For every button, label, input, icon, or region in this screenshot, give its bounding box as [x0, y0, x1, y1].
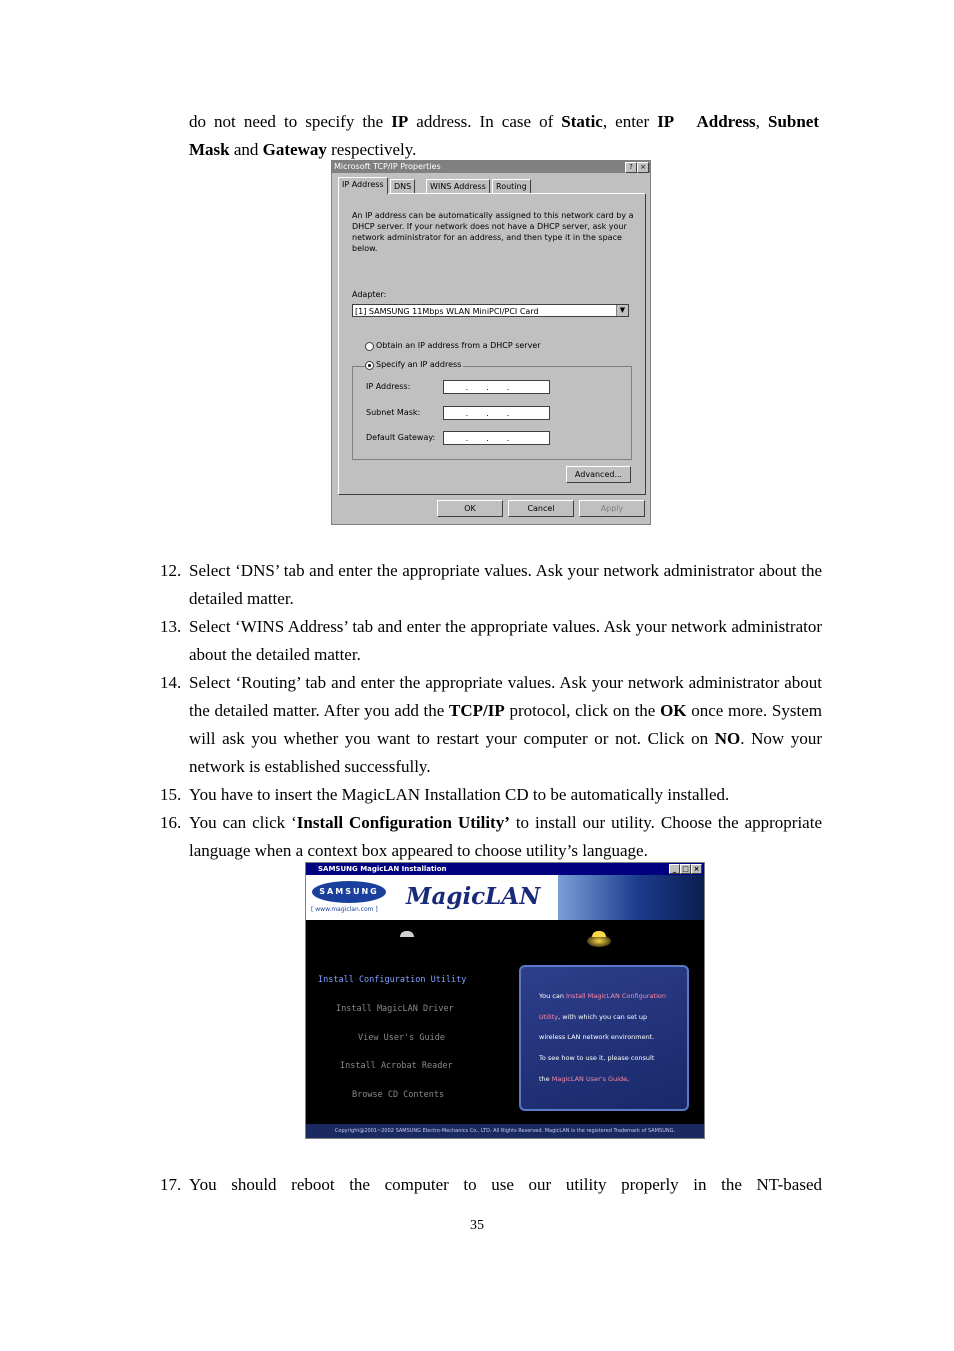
subnet-mask-field[interactable]: ...	[443, 406, 550, 420]
minimize-icon[interactable]: _	[669, 864, 680, 874]
list-item: 14. Select ‘Routing’ tab and enter the appropriate values. Ask your network administrator about the detailed matter. After you add the TCP/IP protocol, click on the OK once more. System will ask you whether you want to restart your computer or not. Click on NO. Now your network is established successfully.	[160, 673, 822, 776]
page-number: 35	[470, 1218, 484, 1233]
radio-dhcp[interactable]	[365, 342, 374, 351]
magiclan-installer-window	[305, 862, 705, 1139]
list-item: 13. Select ‘WINS Address’ tab and enter the appropriate values. Ask your network administrator about the detailed matter.	[160, 617, 822, 664]
chevron-down-icon[interactable]: ▼	[616, 305, 628, 316]
radio-specify-label: Specify an IP address	[376, 360, 462, 369]
steps-list	[160, 557, 822, 865]
adapter-label: Adapter:	[352, 290, 387, 299]
radio-dhcp-label: Obtain an IP address from a DHCP server	[376, 341, 541, 350]
tab-dns[interactable]: DNS	[390, 179, 415, 194]
mask-word: Mask	[189, 140, 230, 159]
advanced-button[interactable]: Advanced...	[566, 466, 631, 483]
menu-view-users-guide[interactable]: View User's Guide	[358, 1033, 445, 1043]
ip-address-panel	[338, 193, 646, 495]
tab-ip-address[interactable]: IP Address	[338, 177, 388, 194]
menu-install-acrobat-reader[interactable]: Install Acrobat Reader	[340, 1061, 453, 1071]
ip-address-label: IP Address:	[366, 382, 411, 391]
menu-install-configuration-utility[interactable]: Install Configuration Utility	[318, 975, 467, 985]
list-item: 15. You have to insert the MagicLAN Installation CD to be automatically installed.	[160, 785, 730, 804]
tab-routing[interactable]: Routing	[492, 179, 531, 194]
copyright-footer: Copyright@2001~2002 SAMSUNG Electro-Mechanics Co., LTD. All Rights Reserved. MagicLAN is the registered Trademark of SAMSUNG.	[306, 1124, 704, 1138]
default-gateway-label: Default Gateway:	[366, 433, 436, 442]
intro-paragraph: do not need to specify the IP address. In case of Static, enter IP Address, Subnet Mask and Gateway respectively.	[189, 112, 820, 159]
installer-header	[306, 875, 704, 920]
menu-browse-cd[interactable]: Browse CD Contents	[352, 1090, 445, 1100]
steps-list-continued	[160, 1171, 822, 1199]
tab-wins-address[interactable]: WINS Address	[426, 179, 490, 194]
radio-specify-ip[interactable]	[365, 361, 374, 370]
help-button[interactable]: ?	[625, 162, 637, 173]
product-banner-image	[558, 875, 704, 920]
website-link[interactable]: [ www.magiclan.com ]	[311, 906, 378, 913]
tcpip-properties-dialog	[331, 160, 651, 525]
dialog-description: An IP address can be automatically assigned to this network card by a DHCP server. If your network does not have a DHCP server, ask your network administrator for an address, and then type it in the space below.	[352, 211, 634, 253]
apply-button[interactable]: Apply	[579, 500, 645, 517]
default-gateway-field[interactable]: ...	[443, 431, 550, 445]
maximize-icon[interactable]: □	[680, 864, 691, 874]
product-name: MagicLAN	[406, 883, 541, 910]
close-icon[interactable]: ×	[691, 864, 702, 874]
menu-install-driver[interactable]: Install MagicLAN Driver	[336, 1004, 454, 1014]
installer-title: SAMSUNG MagicLAN Installation _ □ ×	[306, 863, 704, 875]
samsung-logo: SAMSUNG	[312, 881, 386, 903]
info-panel: You can Install MagicLAN Configuration Utility, with which you can set up wireless LAN network environment. To see how to use it, please consult the MagicLAN User's Guide.	[519, 965, 689, 1111]
list-item: 16. You can click ‘Install Configuration Utility’ to install our utility. Choose the appropriate language when a context box appeared to choose utility’s language.	[160, 813, 822, 860]
dialog-title: Microsoft TCP/IP Properties ? ×	[332, 161, 650, 173]
ok-button[interactable]: OK	[437, 500, 503, 517]
list-item: 12. Select ‘DNS’ tab and enter the appropriate values. Ask your network administrator about the detailed matter.	[160, 561, 822, 608]
close-button[interactable]: ×	[637, 162, 649, 173]
cancel-button[interactable]: Cancel	[508, 500, 574, 517]
list-item: 17. You should reboot the computer to use our utility properly in the NT-based	[160, 1175, 822, 1194]
ip-address-field[interactable]: ...	[443, 380, 550, 394]
adapter-select[interactable]: [1] SAMSUNG 11Mbps WLAN MiniPCI/PCI Card ▼	[352, 304, 629, 317]
subnet-word: Subnet	[767, 112, 820, 131]
subnet-mask-label: Subnet Mask:	[366, 408, 421, 417]
